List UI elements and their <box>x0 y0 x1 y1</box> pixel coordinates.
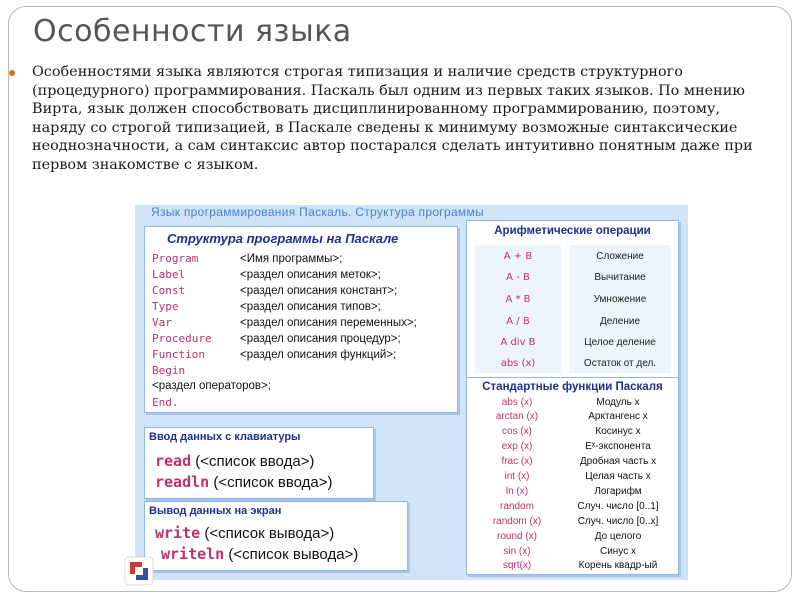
function-name: Корень квадр-ый <box>578 560 658 571</box>
operations-header: Арифметические операции <box>494 225 651 237</box>
operations-column-bg <box>475 245 561 373</box>
structure-row <box>152 332 401 345</box>
function-name: Целая часть х <box>585 471 651 482</box>
input-panel <box>144 427 374 499</box>
structure-desc: <раздел описания типов>; <box>240 301 381 313</box>
structure-row <box>152 348 396 361</box>
output-panel <box>144 501 408 571</box>
structure-row <box>152 252 342 265</box>
operation-symbol: abs (x) <box>500 358 536 369</box>
operations-column-bg <box>569 245 671 373</box>
function-name: Косинус х <box>595 426 641 437</box>
program-structure-panel <box>144 226 458 413</box>
structure-operators <box>152 380 271 392</box>
function-call: random <box>500 501 534 512</box>
structure-row <box>152 316 417 329</box>
pascal-structure-picture <box>135 205 688 580</box>
keyword: Program <box>152 252 199 265</box>
output-arg: (<список вывода>) <box>224 546 359 563</box>
structure-desc: <раздел описания процедур>; <box>240 333 401 345</box>
function-call: sin (x) <box>503 546 531 557</box>
function-name: Eˣ-экспонента <box>585 441 651 452</box>
operation-name: Остаток от дел. <box>583 358 657 369</box>
keyword: Const <box>152 284 186 297</box>
structure-row <box>152 284 397 297</box>
input-arg: (<список ввода>) <box>209 474 333 491</box>
input-arg: (<список ввода>) <box>191 453 315 470</box>
input-header: Ввод данных с клавиатуры <box>149 431 301 443</box>
function-call: abs (x) <box>501 397 533 408</box>
structure-header: Структура программы на Паскале <box>167 231 399 246</box>
function-name: Случ. число [0..1] <box>577 501 659 512</box>
input-line <box>155 452 314 470</box>
function-call: exp (x) <box>501 441 533 452</box>
keyword: Label <box>152 268 186 281</box>
function-call: sqrt(x) <box>502 560 532 571</box>
structure-begin <box>152 364 185 377</box>
operation-symbol: A - B <box>506 272 530 283</box>
operation-name: Деление <box>599 316 641 327</box>
operators-desc: <раздел операторов>; <box>152 380 271 392</box>
function-name: Случ. число [0..x] <box>577 516 659 527</box>
function-name: Логарифм <box>594 486 642 497</box>
function-call: cos (x) <box>502 426 532 437</box>
operation-name: Сложение <box>596 251 644 262</box>
output-command: writeln <box>161 545 225 563</box>
function-call: int (x) <box>504 471 530 482</box>
operation-symbol: A * B <box>505 294 531 305</box>
structure-desc: <раздел описания переменных>; <box>240 317 417 329</box>
structure-end <box>152 396 179 409</box>
operation-symbol: A / B <box>506 316 530 327</box>
function-call: random (x) <box>492 516 542 527</box>
structure-row <box>152 268 381 281</box>
bullet-marker <box>9 70 15 76</box>
function-name: Модуль х <box>596 397 640 408</box>
picture-title: Язык программирования Паскаль. Структура программы <box>151 205 484 219</box>
output-arg: (<список вывода>) <box>200 525 335 542</box>
output-line <box>155 524 334 542</box>
function-call: frac (x) <box>501 456 533 467</box>
keyword: Function <box>152 348 205 361</box>
structure-desc: <раздел описания констант>; <box>240 285 398 297</box>
keyword: Type <box>152 300 179 313</box>
operation-symbol: A + B <box>503 251 533 262</box>
slide-title: Особенности языка <box>33 14 352 49</box>
structure-desc: <раздел описания меток>; <box>240 269 381 281</box>
operation-name: Целое деление <box>584 337 656 348</box>
keyword: Procedure <box>152 332 212 345</box>
slide-paragraph: Особенностями языка являются строгая типизация и наличие средств структурного (процедурного) программирования. Паскаль был одним из первых таких языков. По мнению Вирта, язык должен способствовать дисциплинированному программированию, поэтому, наряду со строгой типизацией, в Паскале сведены к минимуму возможные синтаксические неоднозначности, а сам синтаксис автор постарался сделать интуитивно понятным даже при первом знакомстве с языком. <box>32 64 753 173</box>
arithmetic-operations-panel <box>466 220 679 380</box>
function-call: ln (x) <box>505 486 529 497</box>
function-name: Арктангенс х <box>588 411 648 422</box>
functions-header: Стандартные функции Паскаля <box>482 381 663 393</box>
output-header: Вывод данных на экран <box>149 505 282 517</box>
operation-name: Вычитание <box>594 272 646 283</box>
output-line <box>161 545 358 563</box>
keyword: Var <box>152 316 172 329</box>
presentation-logo-icon <box>124 556 154 586</box>
structure-desc: <Имя программы>; <box>240 253 343 265</box>
structure-row <box>152 300 381 313</box>
output-command: write <box>155 524 201 542</box>
operation-name: Умножение <box>593 294 647 305</box>
structure-desc: <раздел описания функций>; <box>240 349 397 361</box>
input-command: readln <box>155 473 210 491</box>
standard-functions-panel <box>466 377 679 575</box>
function-name: Синус х <box>600 546 636 557</box>
function-name: Дробная часть х <box>579 456 657 467</box>
keyword-end: End. <box>152 396 179 409</box>
function-call: round (x) <box>496 531 537 542</box>
input-line <box>155 473 332 491</box>
function-name: До целого <box>594 531 642 542</box>
input-command: read <box>155 452 192 470</box>
function-call: arctan (x) <box>495 411 539 422</box>
keyword-begin: Begin <box>152 364 186 377</box>
operation-symbol: A div B <box>500 337 536 348</box>
